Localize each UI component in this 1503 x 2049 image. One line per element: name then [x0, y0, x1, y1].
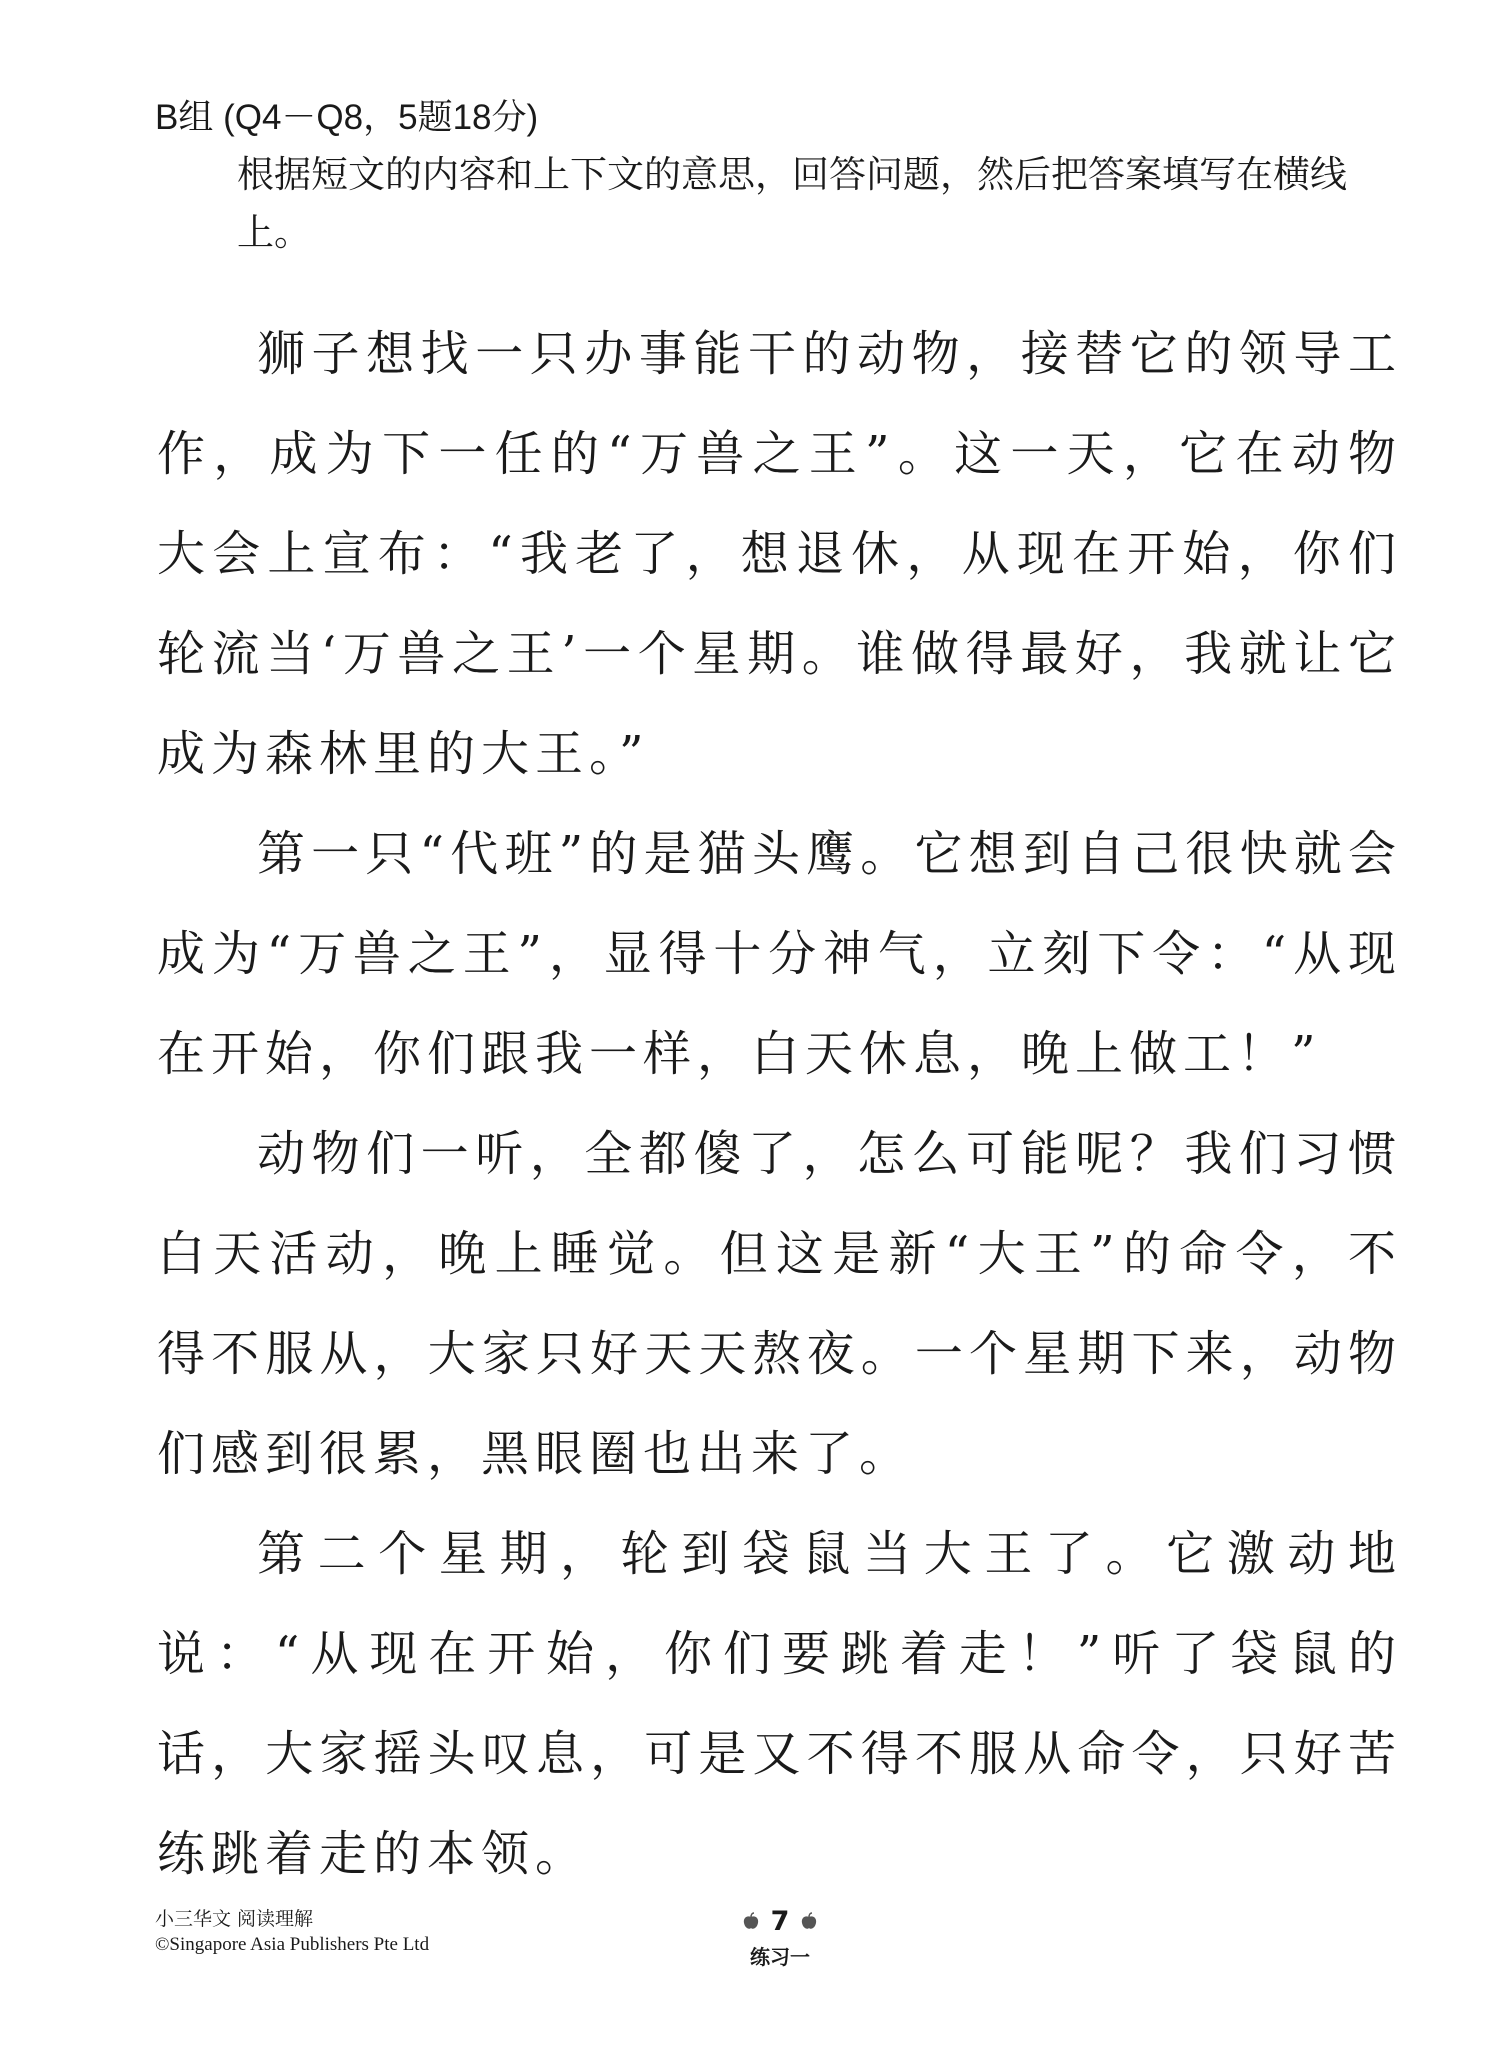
passage-paragraph-2: 第一只“代班”的是猫头鹰。它想到自己很快就会成为“万兽之王”，显得十分神气，立刻下令：“从现在开始，你们跟我一样，白天休息，晚上做工！” — [157, 826, 1402, 1082]
section-title: B组 (Q4－Q8，5题18分) — [155, 98, 539, 137]
footer-left — [155, 1906, 429, 1958]
page-number: 7 — [770, 1906, 790, 1937]
book-title: 小三华文 阅读理解 — [155, 1908, 314, 1930]
passage-paragraph-3: 动物们一听，全都傻了，怎么可能呢？我们习惯白天活动，晚上睡觉。但这是新“大王”的命令，不得不服从，大家只好天天熬夜。一个星期下来，动物们感到很累，黑眼圈也出来了。 — [157, 1126, 1402, 1482]
apple-left-icon — [741, 1912, 761, 1932]
instruction-text: 根据短文的内容和上下文的意思，回答问题，然后把答案填写在横线上。 — [237, 154, 1347, 253]
page-number-row — [700, 1906, 860, 1937]
passage-paragraph-4: 第二个星期，轮到袋鼠当大王了。它激动地说：“从现在开始，你们要跳着走！”听了袋鼠的话，大家摇头叹息，可是又不得不服从命令，只好苦练跳着走的本领。 — [157, 1526, 1402, 1882]
exercise-label: 练习一 — [750, 1945, 810, 1969]
apple-right-icon — [799, 1912, 819, 1932]
reading-passage — [157, 304, 1402, 1904]
passage-paragraph-1: 狮子想找一只办事能干的动物，接替它的领导工作，成为下一任的“万兽之王”。这一天，它在动物大会上宣布：“我老了，想退休，从现在开始，你们轮流当‘万兽之王’一个星期。谁做得最好，我就让它成为森林里的大王。” — [157, 326, 1402, 782]
footer-center — [700, 1906, 860, 1970]
copyright: ©Singapore Asia Publishers Pte Ltd — [155, 1934, 430, 1955]
